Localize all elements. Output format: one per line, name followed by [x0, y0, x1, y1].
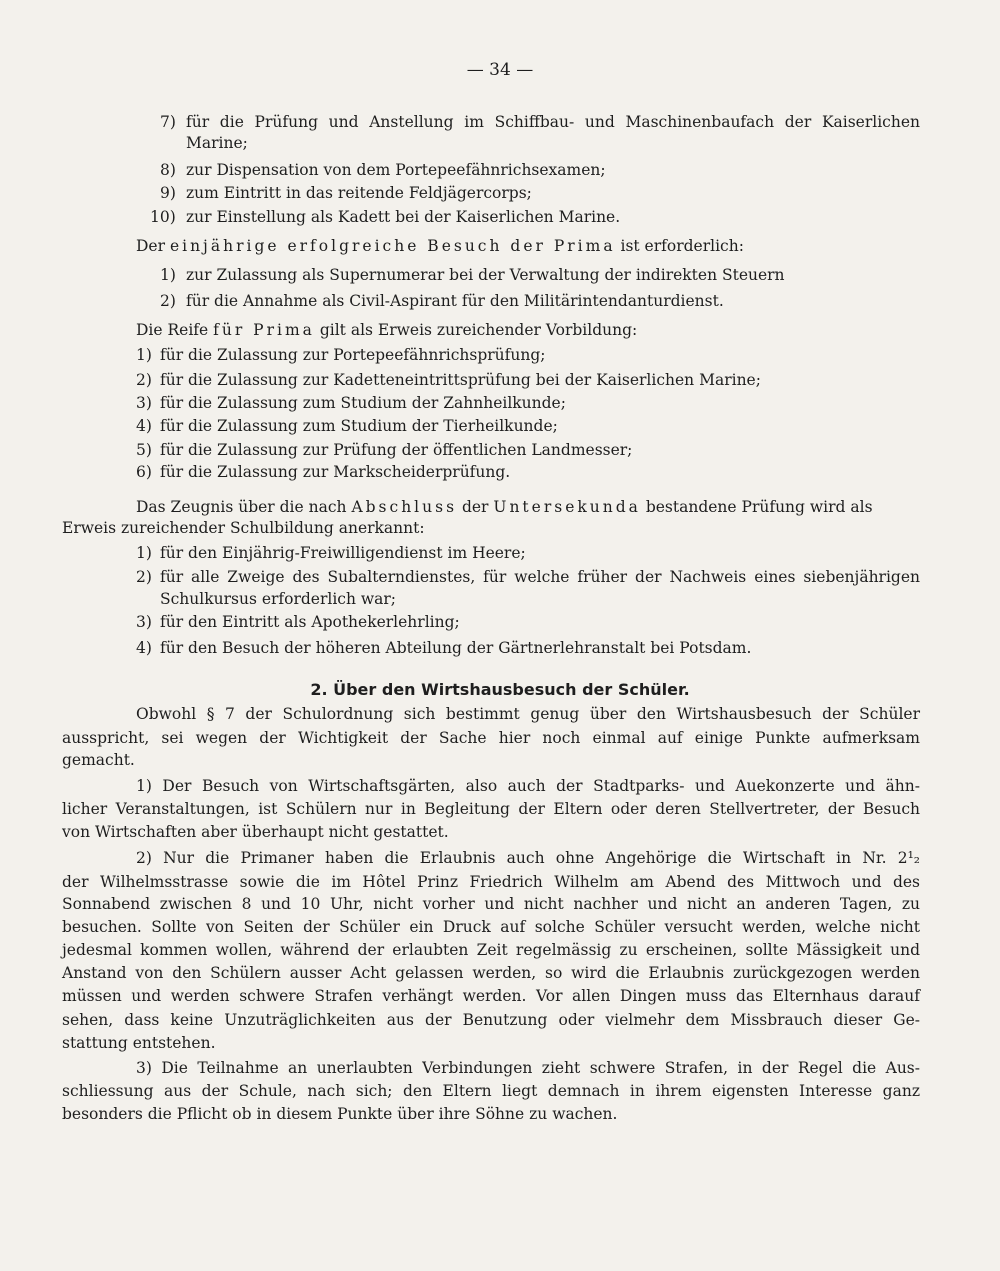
body-line: 1) Der Besuch von Wirtschaftsgärten, also auch der Stadtparks- und Auekonzerte und ähn-	[136, 777, 920, 795]
body-line: Obwohl § 7 der Schulordnung sich bestimmt genug über den Wirtshausbesuch der Schüler	[136, 705, 920, 723]
list-c-text: für die Zulassung zum Studium der Zahnheilkunde;	[160, 394, 566, 412]
list-b-num: 1)	[160, 266, 176, 284]
list-a-num: 8)	[160, 161, 176, 179]
list-c-text: für die Zulassung zur Markscheiderprüfung.	[160, 463, 511, 481]
list-c-num: 5)	[136, 441, 152, 459]
list-c-num: 4)	[136, 417, 152, 435]
section-heading: 2. Über den Wirtshausbesuch der Schüler.	[310, 680, 690, 699]
list-d-num: 2)	[136, 568, 152, 586]
list-c-text: für die Zulassung zur Kadetteneintrittsprüfung bei der Kaiserlichen Marine;	[160, 371, 761, 389]
list-c-text: für die Zulassung zur Portepeefähnrichsprüfung;	[160, 346, 546, 364]
body-line: besuchen. Sollte von Seiten der Schüler ein Druck auf solche Schüler versucht werden, welche nicht	[62, 918, 920, 936]
list-a-num: 10)	[150, 208, 176, 226]
body-line: 3) Die Teilnahme an unerlaubten Verbindungen zieht schwere Strafen, in der Regel die Aus-	[136, 1059, 920, 1077]
list-a-num: 7)	[160, 113, 176, 131]
list-d-text: für den Besuch der höheren Abteilung der Gärtnerlehranstalt bei Potsdam.	[160, 639, 752, 657]
zeugnis-intro: Das Zeugnis über die nach Abschluss der Untersekunda bestandene Prüfung wird als	[136, 498, 873, 516]
list-d-text: für den Einjährig-Freiwilligendienst im Heere;	[160, 544, 526, 562]
list-d-num: 3)	[136, 613, 152, 631]
body-line: von Wirtschaften aber überhaupt nicht gestattet.	[62, 823, 449, 841]
zeugnis-intro-line2: Erweis zureichender Schulbildung anerkannt:	[62, 519, 425, 537]
list-a-text: zur Einstellung als Kadett bei der Kaiserlichen Marine.	[186, 208, 621, 226]
body-line: jedesmal kommen wollen, während der erlaubten Zeit regelmässig zu erscheinen, sollte Mässigkeit und	[62, 941, 920, 959]
body-line: Anstand von den Schülern ausser Acht gelassen werden, so wird die Erlaubnis zurückgezogen werden	[62, 964, 920, 982]
list-a-num: 9)	[160, 184, 176, 202]
body-line: sehen, dass keine Unzuträglichkeiten aus der Benutzung oder vielmehr dem Missbrauch dieser Ge-	[62, 1011, 920, 1029]
list-d-text: für den Eintritt als Apothekerlehrling;	[160, 613, 460, 631]
list-c-text: für die Zulassung zur Prüfung der öffentlichen Landmesser;	[160, 441, 633, 459]
list-c-num: 2)	[136, 371, 152, 389]
list-b-text: zur Zulassung als Supernumerar bei der Verwaltung der indirekten Steuern	[186, 266, 785, 284]
list-c-text: für die Zulassung zum Studium der Tierheilkunde;	[160, 417, 558, 435]
list-d-num: 1)	[136, 544, 152, 562]
list-a-continuation: Marine;	[186, 134, 248, 152]
list-a-text: für die Prüfung und Anstellung im Schiffbau- und Maschinenbaufach der Kaiserlichen	[186, 113, 920, 131]
body-line: schliessung aus der Schule, nach sich; den Eltern liegt demnach in ihrem eigensten Interesse ganz	[62, 1082, 920, 1100]
body-line: gemacht.	[62, 751, 135, 769]
body-line: licher Veranstaltungen, ist Schülern nur in Begleitung der Eltern oder deren Stellvertreter, der Besuch	[62, 800, 920, 818]
prima-intro: Der einjährige erfolgreiche Besuch der Prima ist erforderlich:	[136, 237, 744, 255]
list-c-num: 1)	[136, 346, 152, 364]
body-line: ausspricht, sei wegen der Wichtigkeit der Sache hier noch einmal auf einige Punkte aufmerksam	[62, 729, 920, 747]
list-c-num: 3)	[136, 394, 152, 412]
list-a-text: zur Dispensation von dem Portepeefähnrichsexamen;	[186, 161, 606, 179]
list-d-num: 4)	[136, 639, 152, 657]
list-b-num: 2)	[160, 292, 176, 310]
body-line: besonders die Pflicht ob in diesem Punkte über ihre Söhne zu wachen.	[62, 1105, 618, 1123]
body-line: müssen und werden schwere Strafen verhängt werden. Vor allen Dingen muss das Elternhaus darauf	[62, 987, 920, 1005]
list-a-text: zum Eintritt in das reitende Feldjägercorps;	[186, 184, 532, 202]
body-line: der Wilhelmsstrasse sowie die im Hôtel Prinz Friedrich Wilhelm am Abend des Mittwoch und des	[62, 873, 920, 891]
body-line: stattung entstehen.	[62, 1034, 216, 1052]
body-line: Sonnabend zwischen 8 und 10 Uhr, nicht vorher und nicht nachher und nicht an anderen Tagen, zu	[62, 895, 920, 913]
list-c-num: 6)	[136, 463, 152, 481]
list-d-text: für alle Zweige des Subalterndienstes, für welche früher der Nachweis eines siebenjährigen	[160, 568, 920, 586]
reife-intro: Die Reife für Prima gilt als Erweis zureichender Vorbildung:	[136, 321, 638, 339]
list-d-continuation: Schulkursus erforderlich war;	[160, 590, 397, 608]
body-line: 2) Nur die Primaner haben die Erlaubnis auch ohne Angehörige die Wirtschaft in Nr. 2¹₂	[136, 849, 920, 867]
list-b-text: für die Annahme als Civil-Aspirant für den Militärintendanturdienst.	[186, 292, 724, 310]
page-number: — 34 —	[466, 60, 534, 80]
